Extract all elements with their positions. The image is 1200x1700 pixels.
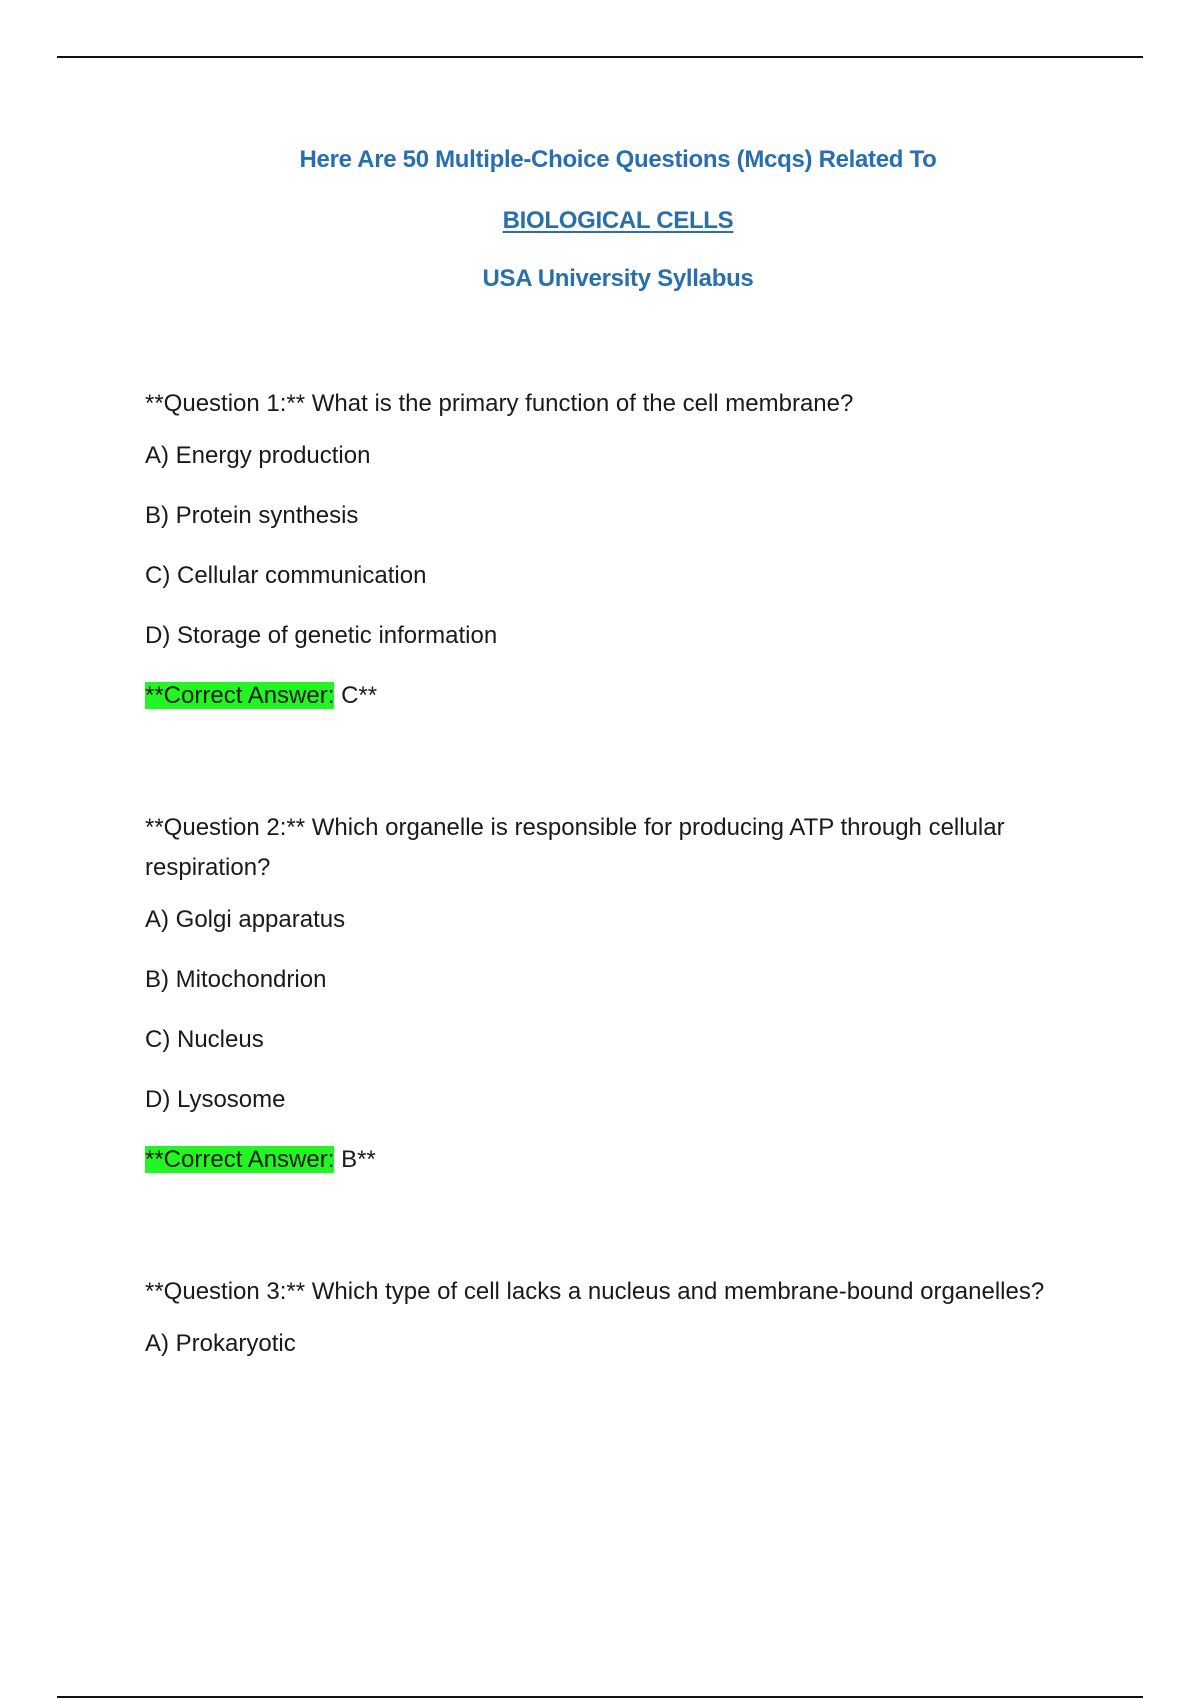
question-2-answer-label: **Correct Answer: xyxy=(145,1146,335,1173)
question-1-option-a: A) Energy production xyxy=(145,442,371,469)
question-1-option-d: D) Storage of genetic information xyxy=(145,622,498,649)
question-2-text xyxy=(145,808,1045,888)
question-1-answer-value: C** xyxy=(334,682,378,709)
question-1-option-c: C) Cellular communication xyxy=(145,562,427,589)
document-subject: BIOLOGICAL CELLS xyxy=(502,207,734,234)
question-1-text xyxy=(145,384,1045,424)
question-1-answer-label: **Correct Answer: xyxy=(145,682,335,709)
question-block-3 xyxy=(145,1272,1045,1360)
question-3-body: Which type of cell lacks a nucleus and membrane-bound organelles? xyxy=(305,1278,1045,1305)
question-2-option-a: A) Golgi apparatus xyxy=(145,906,346,933)
question-2-body: Which organelle is responsible for producing ATP through cellular respiration? xyxy=(145,814,1005,881)
question-2-prefix: **Question 2:** xyxy=(145,814,306,841)
question-3-text xyxy=(145,1272,1045,1312)
document-title: Here Are 50 Multiple-Choice Questions (Mcqs) Related To xyxy=(299,146,937,173)
question-1-option-b: B) Protein synthesis xyxy=(145,502,359,529)
question-block-2 xyxy=(145,808,1045,1176)
document-syllabus: USA University Syllabus xyxy=(482,265,754,292)
question-1-answer xyxy=(145,680,1045,712)
question-list xyxy=(145,384,1045,1388)
question-2-answer-value: B** xyxy=(334,1146,376,1173)
question-1-body: What is the primary function of the cell membrane? xyxy=(305,390,854,417)
question-2-option-c: C) Nucleus xyxy=(145,1026,264,1053)
question-2-option-b: B) Mitochondrion xyxy=(145,966,327,993)
question-3-option-a: A) Prokaryotic xyxy=(145,1330,296,1357)
question-3-prefix: **Question 3:** xyxy=(145,1278,306,1305)
top-rule xyxy=(57,56,1143,58)
question-block-1 xyxy=(145,384,1045,712)
question-2-answer xyxy=(145,1144,1045,1176)
bottom-rule xyxy=(57,1696,1143,1698)
question-2-option-d: D) Lysosome xyxy=(145,1086,286,1113)
question-1-prefix: **Question 1:** xyxy=(145,390,306,417)
